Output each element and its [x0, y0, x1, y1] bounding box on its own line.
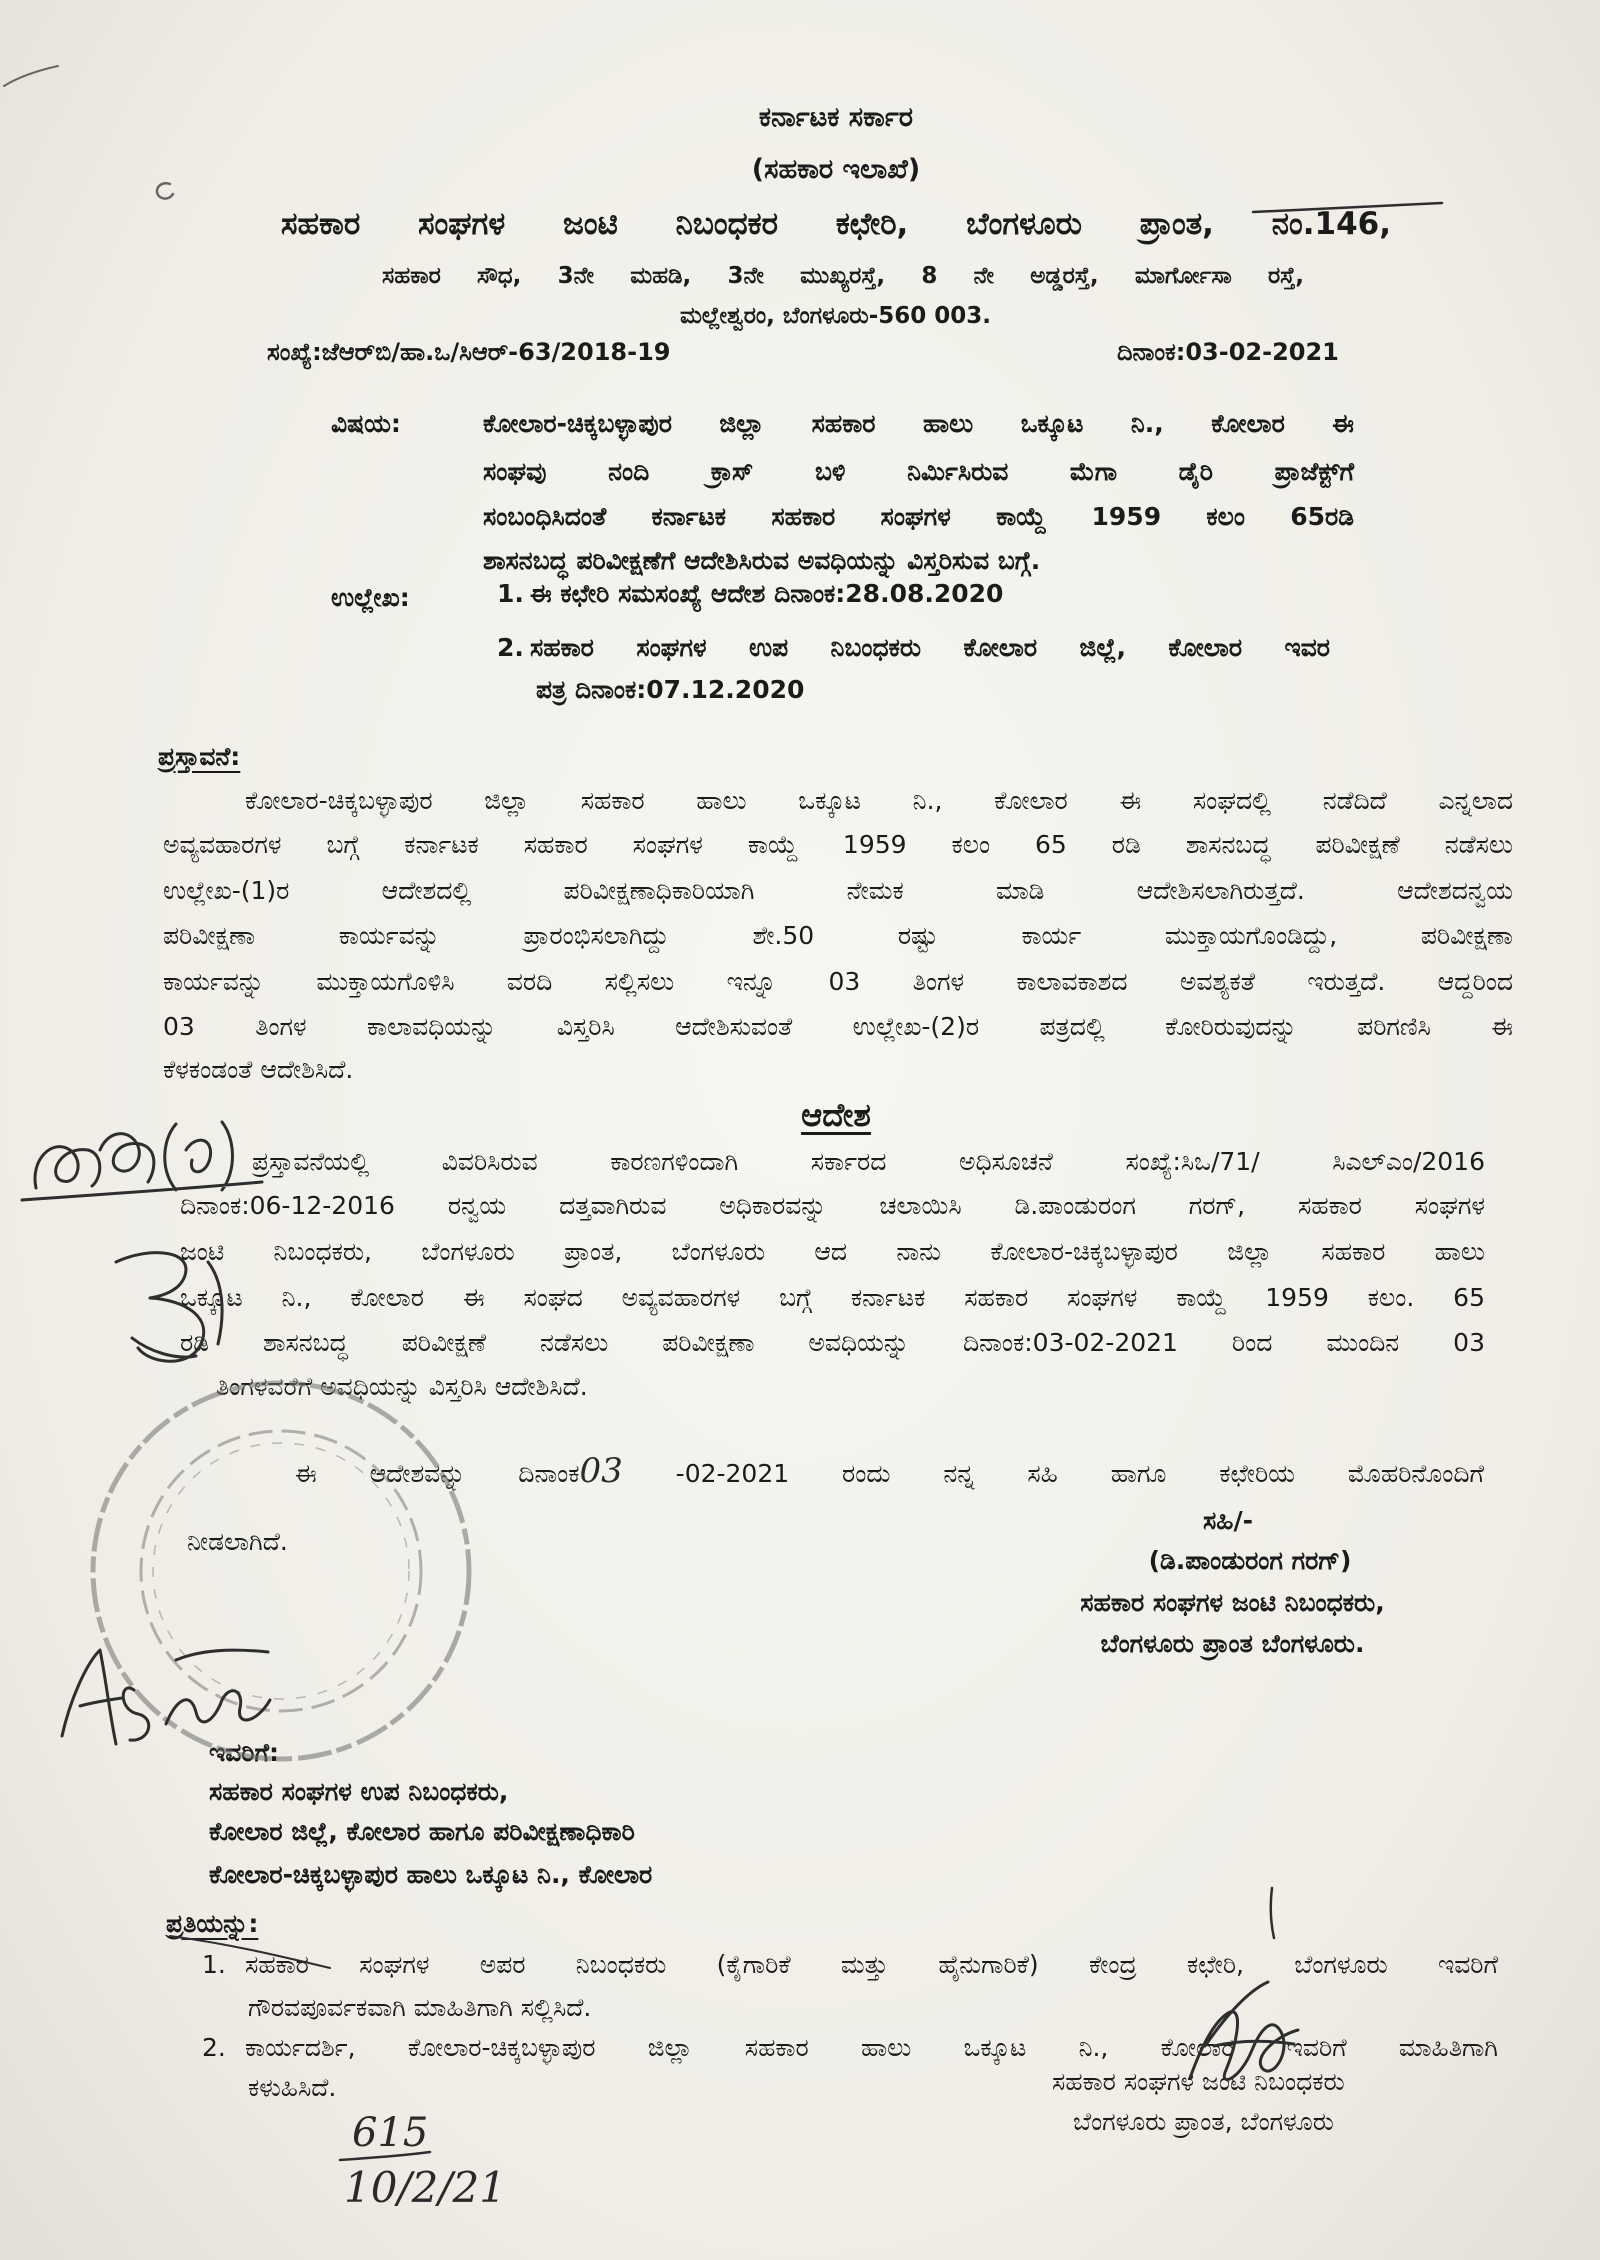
document-date: ದಿನಾಂಕ:03-02-2021 [1117, 338, 1339, 366]
preamble-line: 03 ತಿಂಗಳ ಕಾಲಾವಧಿಯನ್ನು ವಿಸ್ತರಿಸಿ ಆದೇಶಿಸುವಂತೆ ಉಲ್ಲೇಖ-(2)ರ ಪತ್ರದಲ್ಲಿ ಕೋರಿರುವುದನ್ನು ಪರಿಗಣಿಸಿ ಈ [163, 1012, 1513, 1041]
order-line: ರಡಿ ಶಾಸನಬದ್ಧ ಪರಿವೀಕ್ಷಣೆ ನಡೆಸಲು ಪರಿವೀಕ್ಷಣಾ ಅವಧಿಯನ್ನು ದಿನಾಂಕ:03-02-2021 ರಿಂದ ಮುಂದಿನ 03 [180, 1328, 1485, 1357]
handwritten-day: 03 [579, 1451, 623, 1491]
subject-line: ಶಾಸನಬದ್ಧ ಪರಿವೀಕ್ಷಣೆಗೆ ಆದೇಶಿಸಿರುವ ಅವಧಿಯನ್ನು ವಿಸ್ತರಿಸುವ ಬಗ್ಗೆ. [483, 546, 1041, 575]
scan-scratch-mark [4, 66, 58, 86]
preamble-line: ಕೆಳಕಂಡಂತೆ ಆದೇಶಿಸಿದೆ. [163, 1055, 354, 1084]
order-line: ಒಕ್ಕೂಟ ನಿ., ಕೋಲಾರ ಈ ಸಂಘದ ಅವ್ಯವಹಾರಗಳ ಬಗ್ಗೆ ಕರ್ನಾಟಕ ಸಹಕಾರ ಸಂಘಗಳ ಕಾಯ್ದೆ 1959 ಕಲಂ. 65 [180, 1283, 1485, 1312]
office-title: ಸಹಕಾರ ಸಂಘಗಳ ಜಂಟಿ ನಿಬಂಧಕರ ಕಛೇರಿ, ಬೆಂಗಳೂರು ಪ್ರಾಂತ, ನಂ.146, [281, 206, 1391, 242]
issuance-line [295, 1453, 1484, 1492]
signed-mark: ಸಹಿ/- [1203, 1506, 1253, 1535]
copy-item-number: 2. [202, 2033, 226, 2062]
issuance-text-before: ಈ ಆದೇಶವನ್ನು ದಿನಾಂಕ [295, 1459, 580, 1488]
preamble-line: ಕೋಲಾರ-ಚಿಕ್ಕಬಳ್ಳಾಪುರ ಜಿಲ್ಲಾ ಸಹಕಾರ ಹಾಲು ಒಕ್ಕೂಟ ನಿ., ಕೋಲಾರ ಈ ಸಂಘದಲ್ಲಿ ನಡೆದಿದೆ ಎನ್ನಲಾದ [245, 786, 1513, 815]
subject-label: ವಿಷಯ: [331, 409, 401, 438]
signatory-designation: ಸಹಕಾರ ಸಂಘಗಳ ಜಂಟಿ ನಿಬಂಧಕರು, [1080, 1588, 1385, 1617]
stamp-signature [62, 1650, 270, 1744]
reference-item-text: ಪತ್ರ ದಿನಾಂಕ:07.12.2020 [536, 675, 805, 704]
footer-signatory-designation: ಸಹಕಾರ ಸಂಘಗಳ ಜಂಟಿ ನಿಬಂಧಕರು [1052, 2067, 1345, 2096]
subject-line: ಸಂಘವು ನಂದಿ ಕ್ರಾಸ್ ಬಳಿ ನಿರ್ಮಿಸಿರುವ ಮೆಗಾ ಡೈರಿ ಪ್ರಾಜೆಕ್ಟ್‌ಗೆ [483, 457, 1354, 486]
copy-item-text: ಸಹಕಾರ ಸಂಘಗಳ ಅಪರ ನಿಬಂಧಕರು (ಕೈಗಾರಿಕೆ ಮತ್ತು ಹೈನುಗಾರಿಕೆ) ಕೇಂದ್ರ ಕಛೇರಿ, ಬೆಂಗಳೂರು ಇವರಿಗೆ [245, 1950, 1498, 1979]
order-line: ಜಂಟಿ ನಿಬಂಧಕರು, ಬೆಂಗಳೂರು ಪ್ರಾಂತ, ಬೆಂಗಳೂರು ಆದ ನಾನು ಕೋಲಾರ-ಚಿಕ್ಕಬಳ್ಳಾಪುರ ಜಿಲ್ಲಾ ಸಹಕಾರ ಹಾಲು [180, 1237, 1485, 1266]
recipient-line: ಸಹಕಾರ ಸಂಘಗಳ ಉಪ ನಿಬಂಧಕರು, [209, 1777, 509, 1806]
copies-label: ಪ್ರತಿಯನ್ನು: [166, 1909, 259, 1938]
copy-item-text: ಕಳುಹಿಸಿದೆ. [248, 2073, 337, 2102]
office-seal-stamp [93, 1383, 469, 1759]
department-title: (ಸಹಕಾರ ಇಲಾಖೆ) [751, 154, 921, 185]
handwritten-note-date: 10/2/21 [344, 2163, 506, 2212]
recipient-line: ಕೋಲಾರ-ಚಿಕ್ಕಬಳ್ಳಾಪುರ ಹಾಲು ಒಕ್ಕೂಟ ನಿ., ಕೋಲಾರ [209, 1860, 653, 1889]
government-title: ಕರ್ನಾಟಕ ಸರ್ಕಾರ [758, 102, 914, 133]
preamble-line: ಅವ್ಯವಹಾರಗಳ ಬಗ್ಗೆ ಕರ್ನಾಟಕ ಸಹಕಾರ ಸಂಘಗಳ ಕಾಯ್ದೆ 1959 ಕಲಂ 65 ರಡಿ ಶಾಸನಬದ್ಧ ಪರಿವೀಕ್ಷಣೆ ನಡೆಸಲು [163, 830, 1513, 859]
recipient-line: ಕೋಲಾರ ಜಿಲ್ಲೆ, ಕೋಲಾರ ಹಾಗೂ ಪರಿವೀಕ್ಷಣಾಧಿಕಾರಿ [209, 1817, 635, 1846]
issuance-text-after: -02-2021 ರಂದು ನನ್ನ ಸಹಿ ಹಾಗೂ ಕಛೇರಿಯ ಮೊಹರಿನೊಂದಿಗೆ [622, 1459, 1484, 1488]
signatory-name: (ಡಿ.ಪಾಂಡುರಂಗ ಗರಗ್) [1148, 1546, 1352, 1575]
reference-item-text: ಸಹಕಾರ ಸಂಘಗಳ ಉಪ ನಿಬಂಧಕರು ಕೋಲಾರ ಜಿಲ್ಲೆ, ಕೋಲಾರ ಇವರ [530, 633, 1330, 662]
preamble-line: ಉಲ್ಲೇಖ-(1)ರ ಆದೇಶದಲ್ಲಿ ಪರಿವೀಕ್ಷಣಾಧಿಕಾರಿಯಾಗಿ ನೇಮಕ ಮಾಡಿ ಆದೇಶಿಸಲಾಗಿರುತ್ತದೆ. ಆದೇಶದನ್ವಯ [163, 876, 1513, 905]
order-heading: ಆದೇಶ [801, 1096, 871, 1134]
stamp-outer-ring [93, 1383, 469, 1759]
reference-item-text: ಈ ಕಛೇರಿ ಸಮಸಂಖ್ಯೆ ಆದೇಶ ದಿನಾಂಕ:28.08.2020 [530, 579, 1004, 608]
order-line: ಪ್ರಸ್ತಾವನೆಯಲ್ಲಿ ವಿವರಿಸಿರುವ ಕಾರಣಗಳಿಂದಾಗಿ ಸರ್ಕಾರದ ಅಧಿಸೂಚನೆ ಸಂಖ್ಯೆ:ಸಿಒ/71/ ಸಿಎಲ್‌ಎಂ/2016 [252, 1147, 1485, 1176]
address-line-1: ಸಹಕಾರ ಸೌಧ, 3ನೇ ಮಹಡಿ, 3ನೇ ಮುಖ್ಯರಸ್ತೆ, 8 ನೇ ಅಡ್ಡರಸ್ತೆ, ಮಾರ್ಗೋಸಾ ರಸ್ತೆ, [382, 263, 1304, 289]
subject-line: ಕೋಲಾರ-ಚಿಕ್ಕಬಳ್ಳಾಪುರ ಜಿಲ್ಲಾ ಸಹಕಾರ ಹಾಲು ಒಕ್ಕೂಟ ನಿ., ಕೋಲಾರ ಈ [483, 409, 1354, 438]
reference-label: ಉಲ್ಲೇಖ: [331, 583, 410, 612]
signatory-location: ಬೆಂಗಳೂರು ಪ್ರಾಂತ ಬೆಂಗಳೂರು. [1100, 1629, 1365, 1658]
address-line-2: ಮಲ್ಲೇಶ್ವರಂ, ಬೆಂಗಳೂರು-560 003. [679, 303, 992, 329]
preamble-line: ಪರಿವೀಕ್ಷಣಾ ಕಾರ್ಯವನ್ನು ಪ್ರಾರಂಭಿಸಲಾಗಿದ್ದು ಶೇ.50 ರಷ್ಟು ಕಾರ್ಯ ಮುಕ್ತಾಯಗೊಂಡಿದ್ದು, ಪರಿವೀಕ್ಷಣಾ [163, 921, 1513, 950]
handwritten-note-number: 615 [352, 2110, 429, 2156]
preamble-line: ಕಾರ್ಯವನ್ನು ಮುಕ್ತಾಯಗೊಳಿಸಿ ವರದಿ ಸಲ್ಲಿಸಲು ಇನ್ನೂ 03 ತಿಂಗಳ ಕಾಲಾವಕಾಶದ ಅವಶ್ಯಕತೆ ಇರುತ್ತದೆ. ಆದ್ದರಿಂದ [163, 967, 1513, 996]
footer-signatory-location: ಬೆಂಗಳೂರು ಪ್ರಾಂತ, ಬೆಂಗಳೂರು [1073, 2107, 1334, 2136]
order-line: ತಿಂಗಳವರೆಗೆ ಅವಧಿಯನ್ನು ವಿಸ್ತರಿಸಿ ಆದೇಶಿಸಿದೆ. [216, 1372, 588, 1401]
scan-c-mark [157, 183, 173, 198]
copy-item-text: ಗೌರವಪೂರ್ವಕವಾಗಿ ಮಾಹಿತಿಗಾಗಿ ಸಲ್ಲಿಸಿದೆ. [248, 1993, 592, 2022]
subject-line: ಸಂಬಂಧಿಸಿದಂತೆ ಕರ್ನಾಟಕ ಸಹಕಾರ ಸಂಘಗಳ ಕಾಯ್ದೆ 1959 ಕಲಂ 65ರಡಿ [483, 502, 1354, 531]
order-line: ದಿನಾಂಕ:06-12-2016 ರನ್ವಯ ದತ್ತವಾಗಿರುವ ಅಧಿಕಾರವನ್ನು ಚಲಾಯಿಸಿ ಡಿ.ಪಾಂಡುರಂಗ ಗರಗ್, ಸಹಕಾರ ಸಂಘಗಳ [180, 1191, 1485, 1220]
preamble-heading: ಪ್ರಸ್ತಾವನೆ: [158, 742, 241, 771]
copy-item-number: 1. [202, 1950, 226, 1979]
reference-item-number: 2. [497, 633, 524, 662]
reference-number: ಸಂಖ್ಯೆ:ಜೆಆರ್‌ಬಿ/ಹಾ.ಒ/ಸಿಆರ್-63/2018-19 [267, 338, 671, 366]
pen-stroke-vertical [1271, 1888, 1274, 1938]
copy-item-text: ಕಾರ್ಯದರ್ಶಿ, ಕೋಲಾರ-ಚಿಕ್ಕಬಳ್ಳಾಪುರ ಜಿಲ್ಲಾ ಸಹಕಾರ ಹಾಲು ಒಕ್ಕೂಟ ನಿ., ಕೋಲಾರ ಇವರಿಗೆ ಮಾಹಿತಿಗಾಗಿ [245, 2033, 1498, 2062]
issuance-continuation: ನೀಡಲಾಗಿದೆ. [187, 1527, 288, 1556]
reference-item-number: 1. [497, 579, 524, 608]
recipients-label: ಇವರಿಗೆ: [209, 1738, 280, 1767]
